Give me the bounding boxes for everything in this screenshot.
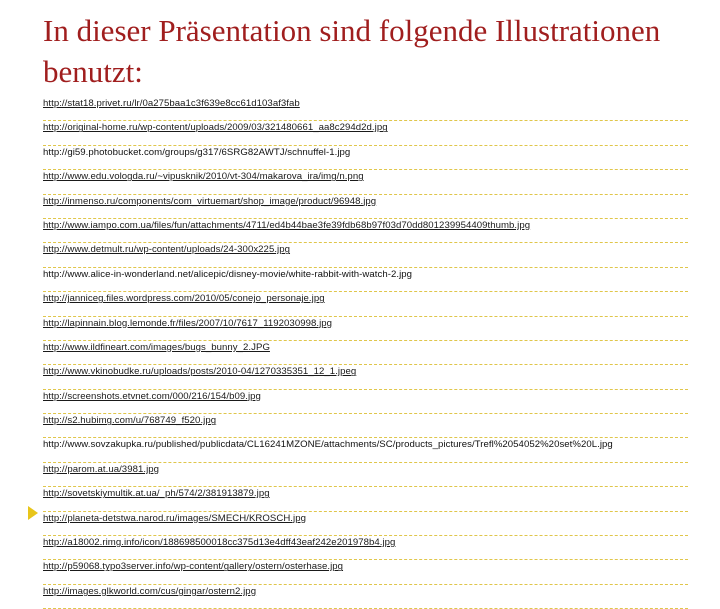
source-link[interactable]: http://s2.hubimg.com/u/768749_f520.jpg <box>43 415 217 427</box>
source-link[interactable]: http://gi59.photobucket.com/groups/g317/6SRG82AWTJ/schnuffel-1.jpg <box>43 146 351 158</box>
list-item <box>43 414 688 438</box>
list-item <box>43 170 688 194</box>
list-item <box>43 317 688 341</box>
source-link[interactable]: http://www.alice-in-wonderland.net/alicepic/disney-movie/white-rabbit-with-watch-2.jpg <box>43 268 413 280</box>
source-link[interactable]: http://images.glkworld.com/cus/gingar/ostern2.jpg <box>43 585 257 597</box>
list-item <box>43 438 688 462</box>
list-item <box>43 219 688 243</box>
source-link[interactable]: http://www.edu.vologda.ru/~vipusknik/2010/vt-304/makarova_ira/img/n.png <box>43 171 364 183</box>
list-item <box>43 243 688 267</box>
source-link[interactable]: http://www.sovzakupka.ru/published/publicdata/CL16241MZONE/attachments/SC/products_pictures/Trefl%2054052%20set%20L.jpg <box>43 439 613 451</box>
list-item <box>43 560 688 584</box>
list-item <box>43 463 688 487</box>
list-item <box>43 146 688 170</box>
illustration-source-list <box>43 97 688 609</box>
list-item <box>43 121 688 145</box>
source-link[interactable]: http://www.detmult.ru/wp-content/uploads/24-300x225.jpg <box>43 244 291 256</box>
list-item <box>43 512 688 536</box>
source-link[interactable]: http://screenshots.etvnet.com/000/216/154/b09.jpg <box>43 390 261 402</box>
source-link[interactable]: http://www.vkinobudke.ru/uploads/posts/2010-04/1270335351_12_1.jpeg <box>43 366 357 378</box>
list-item <box>43 97 688 121</box>
list-item <box>43 487 688 511</box>
source-link[interactable]: http://parom.at.ua/3981.jpg <box>43 463 160 475</box>
list-item <box>43 195 688 219</box>
source-link[interactable]: http://janniceg.files.wordpress.com/2010/05/conejo_personaje.jpg <box>43 293 325 305</box>
source-link[interactable]: http://sovetskiymultik.at.ua/_ph/574/2/381913879.jpg <box>43 488 270 500</box>
list-item <box>43 292 688 316</box>
source-link[interactable]: http://www.ildfineart.com/images/bugs_bunny_2.JPG <box>43 341 270 353</box>
list-item <box>43 585 688 609</box>
source-link[interactable]: http://inmenso.ru/components/com_virtuemart/shop_image/product/96948.jpg <box>43 195 377 207</box>
list-item <box>43 390 688 414</box>
source-link[interactable]: http://www.iampo.com.ua/files/fun/attachments/4711/ed4b44bae3fe39fdb68b97f03d70dd801239954409thumb.jpg <box>43 219 531 231</box>
source-link[interactable]: http://a18002.rimg.info/icon/188698500018cc375d13e4dff43eaf242e201978b4.jpg <box>43 537 396 549</box>
list-item <box>43 341 688 365</box>
source-link[interactable]: http://lapinnain.blog.lemonde.fr/files/2007/10/7617_1192030998.jpg <box>43 317 333 329</box>
list-item <box>43 268 688 292</box>
source-link[interactable]: http://p59068.typo3server.info/wp-content/gallery/ostern/osterhase.jpg <box>43 561 344 573</box>
list-item <box>43 365 688 389</box>
bullet-triangle-icon <box>28 506 38 520</box>
source-link[interactable]: http://original-home.ru/wp-content/uploads/2009/03/321480661_aa8c294d2d.jpg <box>43 122 388 134</box>
source-link[interactable]: http://stat18.privet.ru/lr/0a275baa1c3f639e8cc61d103af3fab <box>43 98 300 109</box>
slide-title: In dieser Präsentation sind folgende Illustrationen benutzt: <box>43 13 661 89</box>
source-link[interactable]: http://planeta-detstwa.narod.ru/images/SMECH/KROSCH.jpg <box>43 512 306 524</box>
